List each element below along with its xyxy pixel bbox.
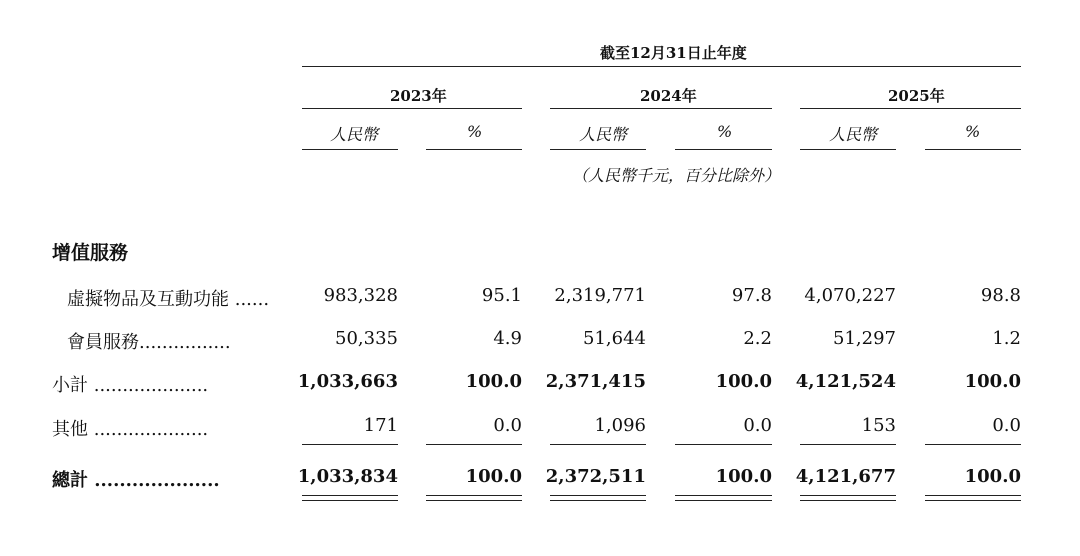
cell: 2.2 [743,328,772,349]
year-header-2023: 2023年 [390,87,447,105]
year-rule-2025 [800,108,1021,109]
cell: 4,070,227 [804,285,896,306]
cell: 50,335 [335,328,398,349]
total-double-rule-6b [925,500,1021,501]
year-header-2025: 2025年 [888,87,945,105]
year-rule-2024 [550,108,772,109]
subcol-rule-3 [550,149,646,150]
row-label: 會員服務................ [67,332,231,353]
total-double-rule-1a [302,495,398,496]
col-pct-2025: % [965,122,981,141]
sum-rule-3 [550,444,646,445]
row-label: 小計 .................... [52,375,209,396]
period-header-rule [302,66,1021,67]
col-pct-2024: % [717,122,733,141]
total-double-rule-1b [302,500,398,501]
cell: 1,096 [594,415,646,436]
total-double-rule-3a [550,495,646,496]
row-label: 總計 .................... [52,470,220,491]
total-double-rule-5b [800,500,896,501]
cell: 100.0 [964,371,1021,392]
cell: 100.0 [465,466,522,487]
row-label: 虛擬物品及互動功能 ...... [67,289,270,310]
cell: 100.0 [964,466,1021,487]
cell: 51,297 [833,328,896,349]
cell: 2,371,415 [545,371,646,392]
cell: 4,121,524 [795,371,896,392]
cell: 98.8 [980,285,1021,306]
cell: 4.9 [493,328,522,349]
subcol-rule-5 [800,149,896,150]
sum-rule-6 [925,444,1021,445]
cell: 100.0 [465,371,522,392]
sum-rule-1 [302,444,398,445]
row-label: 其他 .................... [52,419,209,440]
period-header: 截至12月31日止年度 [600,44,747,62]
col-amount-2024: 人民幣 [579,125,628,144]
col-amount-2023: 人民幣 [330,125,379,144]
cell: 4,121,677 [795,466,896,487]
sum-rule-2 [426,444,522,445]
cell: 2,319,771 [554,285,646,306]
cell: 97.8 [731,285,772,306]
cell: 171 [363,415,398,436]
total-double-rule-6a [925,495,1021,496]
unit-note: （人民幣千元，百分比除外） [572,166,781,185]
col-amount-2025: 人民幣 [829,125,878,144]
total-double-rule-2b [426,500,522,501]
cell: 1,033,834 [297,466,398,487]
total-double-rule-3b [550,500,646,501]
subcol-rule-2 [426,149,522,150]
total-double-rule-2a [426,495,522,496]
cell: 0.0 [493,415,522,436]
cell: 1,033,663 [297,371,398,392]
cell: 95.1 [481,285,522,306]
cell: 153 [861,415,896,436]
sum-rule-5 [800,444,896,445]
total-double-rule-5a [800,495,896,496]
cell: 983,328 [323,285,398,306]
cell: 0.0 [743,415,772,436]
cell: 1.2 [992,328,1021,349]
subcol-rule-6 [925,149,1021,150]
cell: 0.0 [992,415,1021,436]
col-pct-2023: % [467,122,483,141]
total-double-rule-4b [675,500,772,501]
year-rule-2023 [302,108,522,109]
cell: 100.0 [715,371,772,392]
cell: 100.0 [715,466,772,487]
total-double-rule-4a [675,495,772,496]
subcol-rule-4 [675,149,772,150]
section-title: 增值服務 [52,242,129,264]
subcol-rule-1 [302,149,398,150]
year-header-2024: 2024年 [640,87,697,105]
sum-rule-4 [675,444,772,445]
cell: 51,644 [583,328,646,349]
cell: 2,372,511 [545,466,646,487]
